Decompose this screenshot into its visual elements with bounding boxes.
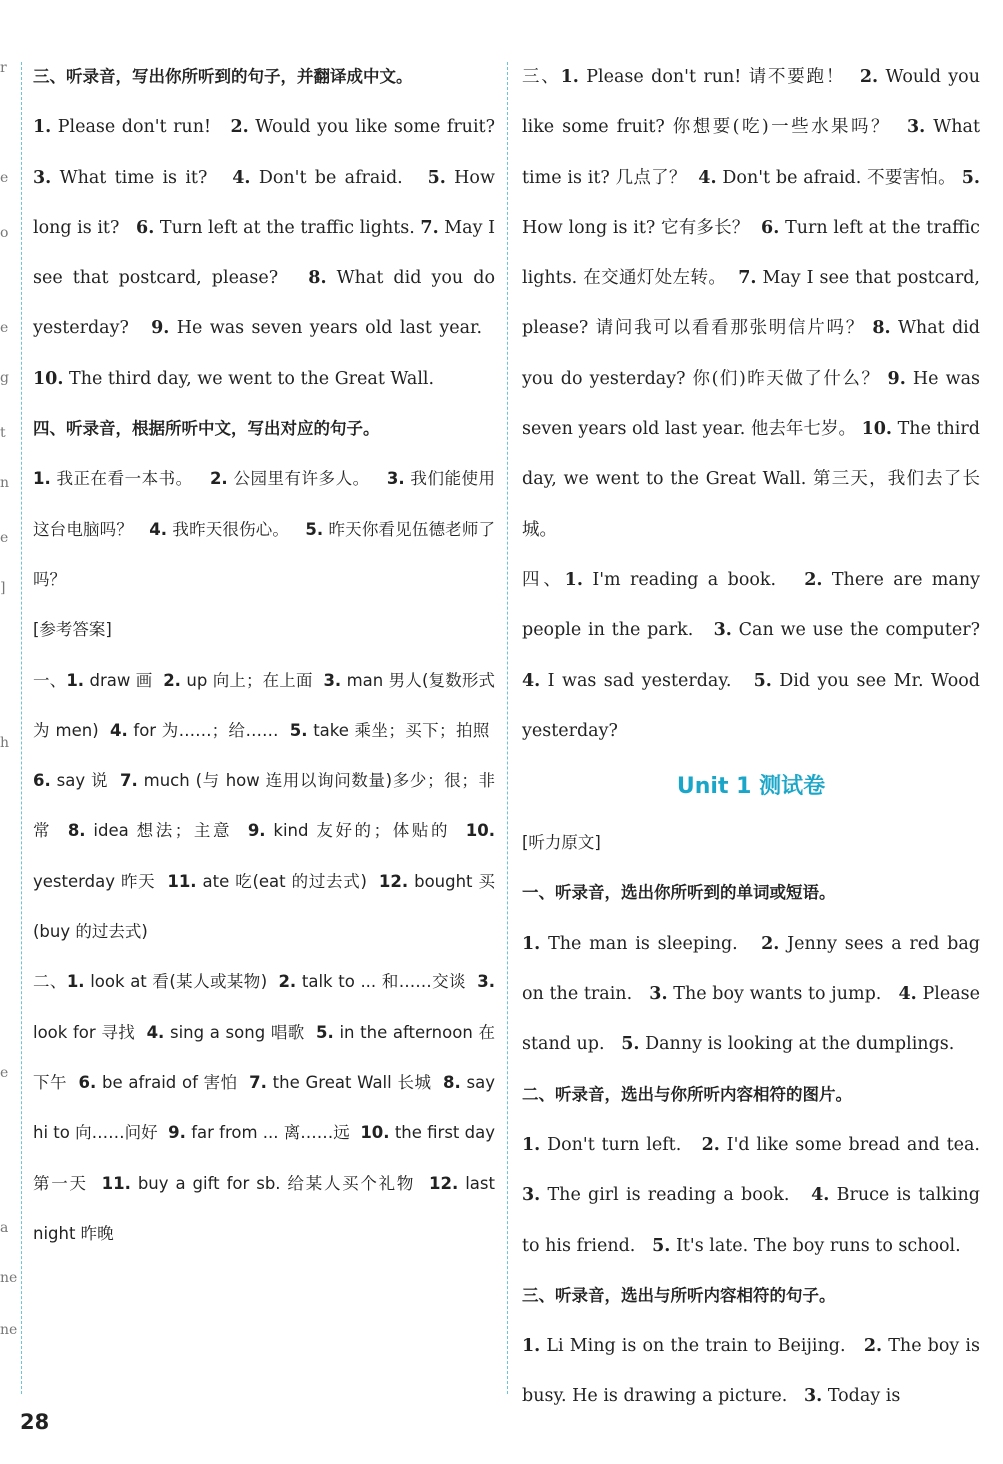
edge-char: t [0, 425, 6, 441]
edge-char: ne [0, 1322, 18, 1338]
answers-part-3: 三、1. Please don't run! 请不要跑！ 2. Would you like some fruit? 你想要(吃)一些水果吗？ 3. What time is it? 几点了？ 4. Don't be afraid. 不要害怕。 5. How long is it? 它有多长？ 6. Turn left at the traffic lights. 在交通灯处左转。 7. May I see that postcard, please? 请问我可以看看那张明信片吗？ 8. What did you do yesterday? 你(们)昨天做了什么？ 9. He was seven years old last year. 他去年七岁。 10. The third day, we went to the Great Wall. 第三天，我们去了长城。 [522, 67, 980, 540]
edge-char: ne [0, 1270, 18, 1286]
edge-char: o [0, 225, 9, 241]
edge-char: g [0, 370, 9, 386]
unit-title: Unit 1 测试卷 [676, 774, 826, 800]
column-divider-dashed-line [507, 62, 508, 1394]
left-column [33, 52, 495, 1259]
answers-part-1: 一、1. draw 画 2. up 向上；在上面 3. man 男人(复数形式为 men) 4. for 为……；给…… 5. take 乘坐；买下；拍照 6. say 说 7. much (与 how 连用以询问数量)多少；很；非常 8. idea 想法；主意 9. kind 友好的；体贴的 10. yesterday 昨天 11. ate 吃(eat 的过去式) 12. bought 买(buy 的过去式) [33, 670, 496, 942]
edge-char: e [0, 320, 9, 336]
edge-char: ] [0, 580, 6, 596]
left-margin-dashed-line [21, 62, 22, 1394]
section-3-heading: 三、听录音，写出你所听到的句子，并翻译成中文。 [33, 67, 413, 86]
transcript-section-1-heading: 一、听录音，选出你所听到的单词或短语。 [522, 883, 836, 903]
transcript-section-3-items: 1. Li Ming is on the train to Beijing. 2. The boy is busy. He is drawing a picture. 3. Today is [522, 1336, 980, 1407]
edge-char: e [0, 530, 9, 546]
edge-char: n [0, 475, 10, 491]
right-column [522, 52, 980, 1422]
section-3-items: 1. Please don't run! 2. Would you like some fruit? 3. What time is it? 4. Don't be afraid. 5. How long is it? 6. Turn left at the traffic lights. 7. May I see that postcard, please? 8. What did you do yesterday? 9. He was seven years old last year. 10. The third day, we went to the Great Wall. [33, 117, 495, 389]
transcript-section-3-heading: 三、听录音，选出与所听内容相符的句子。 [522, 1285, 836, 1305]
edge-char: e [0, 1065, 9, 1081]
answers-label: [参考答案] [33, 620, 112, 640]
transcript-label: [听力原文] [522, 833, 601, 853]
section-4-heading: 四、听录音，根据所听中文，写出对应的句子。 [33, 419, 380, 439]
transcript-section-1-items: 1. The man is sleeping. 2. Jenny sees a red bag on the train. 3. The boy wants to jump. 4. Please stand up. 5. Danny is looking at the dumplings. [522, 933, 980, 1055]
page-number: 28 [20, 1410, 50, 1434]
transcript-section-2-items: 1. Don't turn left. 2. I'd like some bread and tea. 3. The girl is reading a book. 4. Bruce is talking to his friend. 5. It's late. The boy runs to school. [522, 1134, 980, 1256]
edge-char: h [0, 735, 10, 751]
answers-part-4: 四、1. I'm reading a book. 2. There are many people in the park. 3. Can we use the computer? 4. I was sad yesterday. 5. Did you see Mr. Wood yesterday? [522, 569, 980, 741]
adjacent-page-edge [0, 60, 18, 1390]
edge-char: a [0, 1220, 9, 1236]
answers-part-2: 二、1. look at 看(某人或某物) 2. talk to ... 和……交谈 3. look for 寻找 4. sing a song 唱歌 5. in the afternoon 在下午 6. be afraid of 害怕 7. the Great Wall 长城 8. say hi to 向……问好 9. far from ... 离……远 10. the first day 第一天 11. buy a gift for sb. 给某人买个礼物 12. last night 昨晚 [33, 972, 496, 1243]
edge-char: e [0, 170, 9, 186]
edge-char: r [0, 60, 7, 76]
section-4-items: 1. 我正在看一本书。 2. 公园里有许多人。 3. 我们能使用这台电脑吗？ 4. 我昨天很伤心。 5. 昨天你看见伍德老师了吗？ [33, 469, 496, 589]
transcript-section-2-heading: 二、听录音，选出与你所听内容相符的图片。 [522, 1084, 852, 1104]
